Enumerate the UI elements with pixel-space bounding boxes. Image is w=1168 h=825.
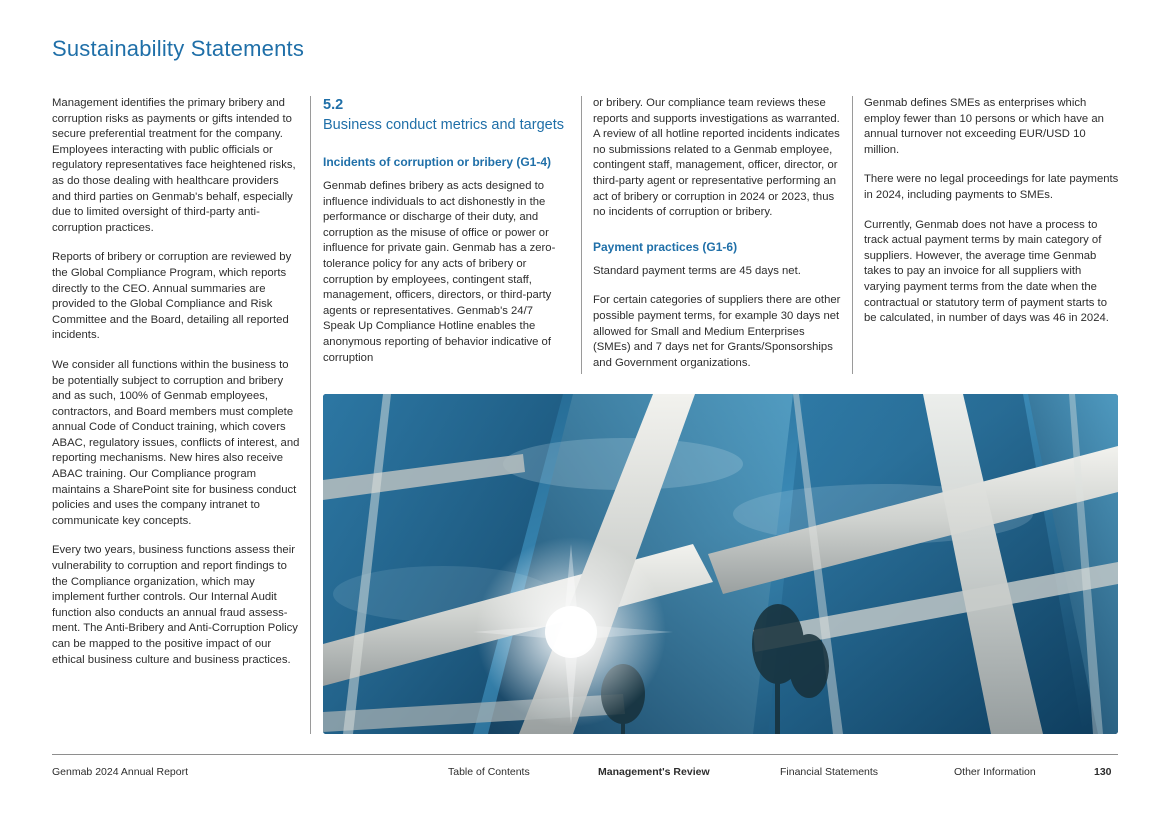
text-column-4 xyxy=(864,96,1120,341)
text-column-3 xyxy=(593,96,845,385)
footer-link-other-information[interactable]: Other Information xyxy=(954,766,1036,778)
footer-link-table-of-contents[interactable]: Table of Contents xyxy=(448,766,530,778)
paragraph: Every two years, business functions assess their vulnerability to corruption and report findings to the Compliance organization, which may implement further controls. Our Internal Audit function also conducts an annual fraud assess-ment. The Anti-Bribery and Anti-Corruption Policy can be mapped to the positive impact of our ethical business culture and business practices. xyxy=(52,544,298,666)
column-divider-3 xyxy=(852,96,853,374)
footer-report-title: Genmab 2024 Annual Report xyxy=(52,766,189,778)
paragraph: Management identifies the primary bribery and corruption risks as payments or gifts intended to secure preferential treatment for the company. Employees interacting with public officials or regulatory representatives face heightened risks, as do those dealing with healthcare providers and third parties on Genmab's behalf, especially due to limited oversight of third-party anti-corruption practices. xyxy=(52,97,296,234)
subsection-heading-payment-practices: Payment practices (G1-6) xyxy=(593,239,738,254)
text-column-1 xyxy=(52,96,300,682)
paragraph: Genmab defines bribery as acts designed to influence individuals to act dishonestly in the performance or discharge of their duty, and corruption as the misuse of office or power or influence for private gain. Genmab has a zero-tolerance policy for any acts of bribery or corruption by employees, contingent staff, management, officers, directors, or third-party agents or representatives. Genmab's 24/7 Speak Up Compliance Hotline enables the anonymous reporting of behavior indicative of corruption xyxy=(323,180,556,364)
paragraph: Currently, Genmab does not have a process to track actual payment terms by main category of suppliers. However, the average time Genmab takes to pay an invoice for all suppliers with varying payment terms from the date when the contractual or statutory term of payment starts to be calculated, in number of days was 46 in 2024. xyxy=(864,218,1109,325)
paragraph: Standard payment terms are 45 days net. xyxy=(593,264,801,277)
text-column-2 xyxy=(323,96,568,380)
paragraph: or bribery. Our compliance team reviews these reports and supports investigations as warranted. A review of all hotline reported incidents indicates no submissions related to a Genmab employee, contingent staff, management, officer, director, or third-party agent or representative performing an act of bribery or corruption in 2024 or 2023, thus no incidents of corruption or bribery. xyxy=(593,97,840,219)
paragraph: Genmab defines SMEs as enterprises which employ fewer than 10 persons or which have an annual turnover not exceeding EUR/USD 10 million. xyxy=(864,97,1104,156)
footer-link-financial-statements[interactable]: Financial Statements xyxy=(780,766,879,778)
section-number: 5.2 xyxy=(323,97,344,113)
footer-page-number: 130 xyxy=(1094,766,1112,778)
paragraph: There were no legal proceedings for late payments in 2024, including payments to SMEs. xyxy=(864,173,1119,201)
footer-link-managements-review[interactable]: Management's Review xyxy=(598,766,710,778)
paragraph: We consider all functions within the business to be potentially subject to corruption and bribery and as such, 100% of Genmab employees, contractors, and Board members must complete annual Code of Conduct training, which covers ABAC, regulatory issues, conflicts of interest, and reporting mechanisms. New hires also receive ABAC training. Our Compliance program maintains a SharePoint site for business conduct policies and uses the company intranet to communicate key concepts. xyxy=(52,358,300,527)
page-title: Sustainability Statements xyxy=(52,36,305,61)
paragraph: Reports of bribery or corruption are reviewed by the Global Compliance Program, which reports directly to the CEO. Annual summaries are provided to the Global Compliance and Risk Committee and the Board, detailing all reported incidents. xyxy=(52,251,292,342)
section-title: Business conduct metrics and targets xyxy=(323,117,564,133)
column-divider-2 xyxy=(581,96,582,374)
paragraph: For certain categories of suppliers there are other possible payment terms, for example 30 days net allowed for Small and Medium Enterprises (SMEs) and 7 days net for Grants/Sponsorships and Government organizations. xyxy=(593,294,841,369)
subsection-heading-incidents: Incidents of corruption or bribery (G1-4) xyxy=(323,155,552,169)
footer-divider xyxy=(52,754,1118,755)
column-divider-1 xyxy=(310,96,311,734)
page-footer xyxy=(52,766,1118,784)
photograph-glass-atrium-ceiling xyxy=(323,394,1118,734)
